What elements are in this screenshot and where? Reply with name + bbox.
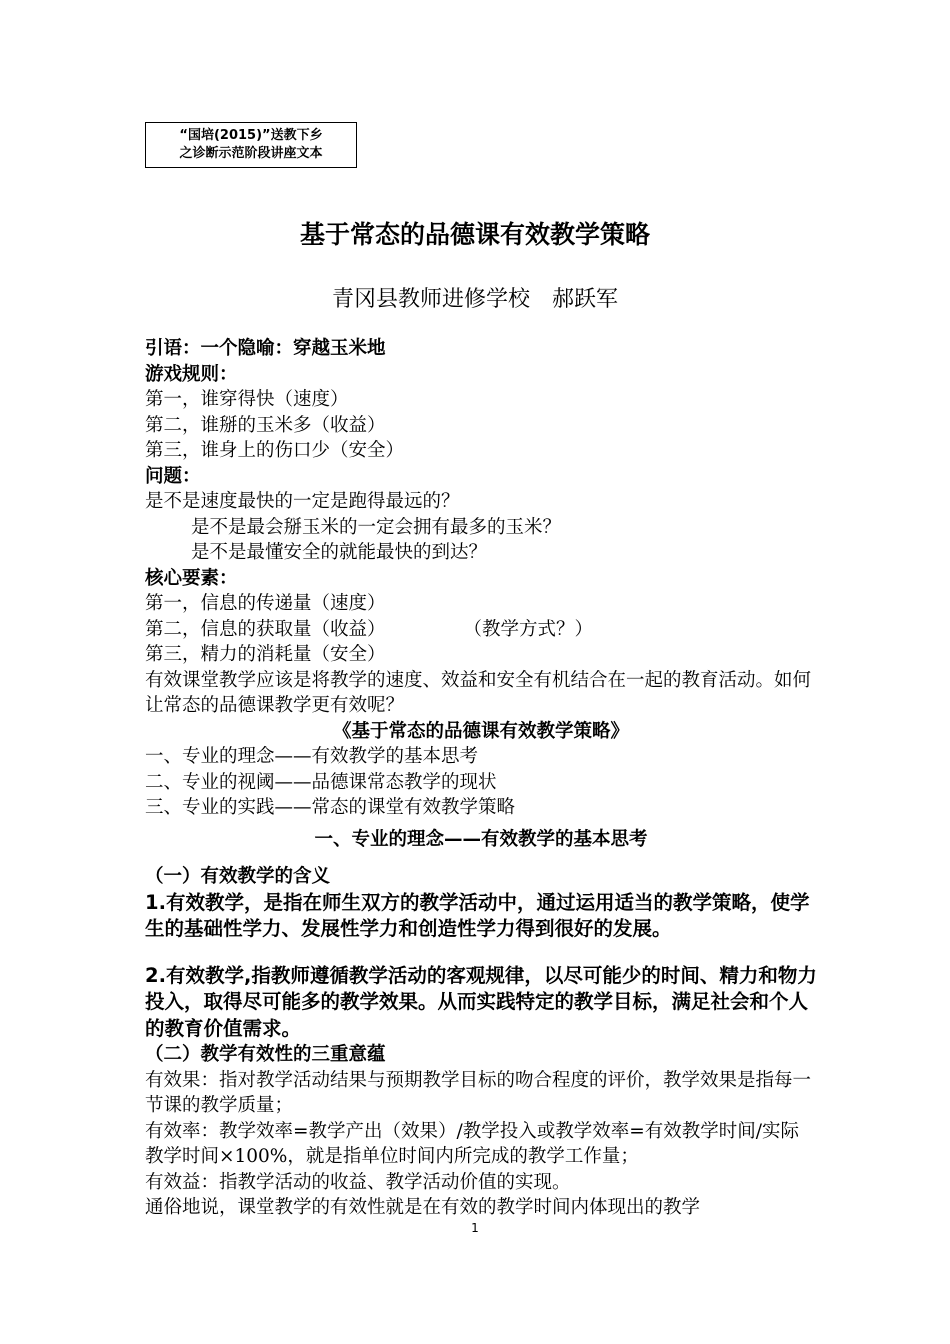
efficiency-paragraph: 有效率：教学效率=教学产出（效果）/教学投入或教学效率=有效教学时间/实际教学时间×100%，就是指单位时间内所完成的教学工作量； xyxy=(145,1120,799,1167)
rule-item: 第三，谁身上的伤口少（安全） xyxy=(145,440,405,461)
section1-sub1: （一）有效教学的含义 xyxy=(145,866,331,887)
rules-heading: 游戏规则： xyxy=(145,363,238,385)
core-item-with-note xyxy=(145,617,817,643)
author-line: 青冈县教师进修学校 郝跃军 xyxy=(331,287,618,312)
definition-1: 1.有效教学，是指在师生双方的教学活动中，通过运用适当的教学策略，使学生的基础性学力、发展性学力和创造性学力得到很好的发展。 xyxy=(145,890,810,940)
outline-item: 三、专业的实践——常态的课堂有效教学策略 xyxy=(145,797,516,818)
question-item: 是不是最会掰玉米的一定会拥有最多的玉米？ xyxy=(191,516,562,538)
section1-sub2: （二）教学有效性的三重意蕴 xyxy=(145,1044,386,1065)
outline-item: 一、专业的理念——有效教学的基本思考 xyxy=(145,746,479,767)
teaching-method-note: （教学方式？） xyxy=(463,618,594,640)
question-item: 是不是速度最快的一定是跑得最远的？ xyxy=(145,491,460,512)
section1-heading: 一、专业的理念——有效教学的基本思考 xyxy=(314,828,648,850)
core-item: 第三，精力的消耗量（安全） xyxy=(145,644,386,665)
document-title: 基于常态的品德课有效教学策略 xyxy=(299,220,650,249)
intro-summary: 有效课堂教学应该是将教学的速度、效益和安全有机结合在一起的教育活动。如何让常态的品德课教学更有效呢？ xyxy=(145,669,812,716)
lecture-label-line2: 之诊断示范阶段讲座文本 xyxy=(179,146,323,161)
lecture-label-line1: “国培(2015)”送教下乡 xyxy=(179,128,323,143)
document-body xyxy=(145,336,817,1221)
core-heading: 核心要素： xyxy=(145,567,238,589)
intro-heading: 引语：一个隐喻：穿越玉米地 xyxy=(145,338,386,359)
outline-item: 二、专业的视阈——品德课常态教学的现状 xyxy=(145,771,497,793)
effect-paragraph: 有效果：指对教学活动结果与预期教学目标的吻合程度的评价，教学效果是指每一节课的教学质量； xyxy=(145,1069,812,1116)
rule-item: 第二，谁掰的玉米多（收益） xyxy=(145,414,386,436)
rule-item: 第一，谁穿得快（速度） xyxy=(145,389,349,410)
definition-2: 2.有效教学,指教师遵循教学活动的客观规律，以尽可能少的时间、精力和物力投入，取得尽可能多的教学效果。从而实践特定的教学目标，满足社会和个人的教育价值需求。 xyxy=(145,963,817,1040)
outline-title: 《基于常态的品德课有效教学策略》 xyxy=(332,720,629,742)
questions-heading: 问题： xyxy=(145,465,201,487)
lecture-label-box xyxy=(145,122,357,168)
core-item: 第一，信息的传递量（速度） xyxy=(145,593,386,614)
closing-paragraph: 通俗地说，课堂教学的有效性就是在有效的教学时间内体现出的教学 xyxy=(145,1197,701,1218)
benefit-paragraph: 有效益：指教学活动的收益、教学活动价值的实现。 xyxy=(145,1171,571,1193)
page-number: 1 xyxy=(471,1221,479,1235)
core-item: 第二，信息的获取量（收益） xyxy=(145,618,386,640)
question-item: 是不是最懂安全的就能最快的到达？ xyxy=(191,542,488,563)
